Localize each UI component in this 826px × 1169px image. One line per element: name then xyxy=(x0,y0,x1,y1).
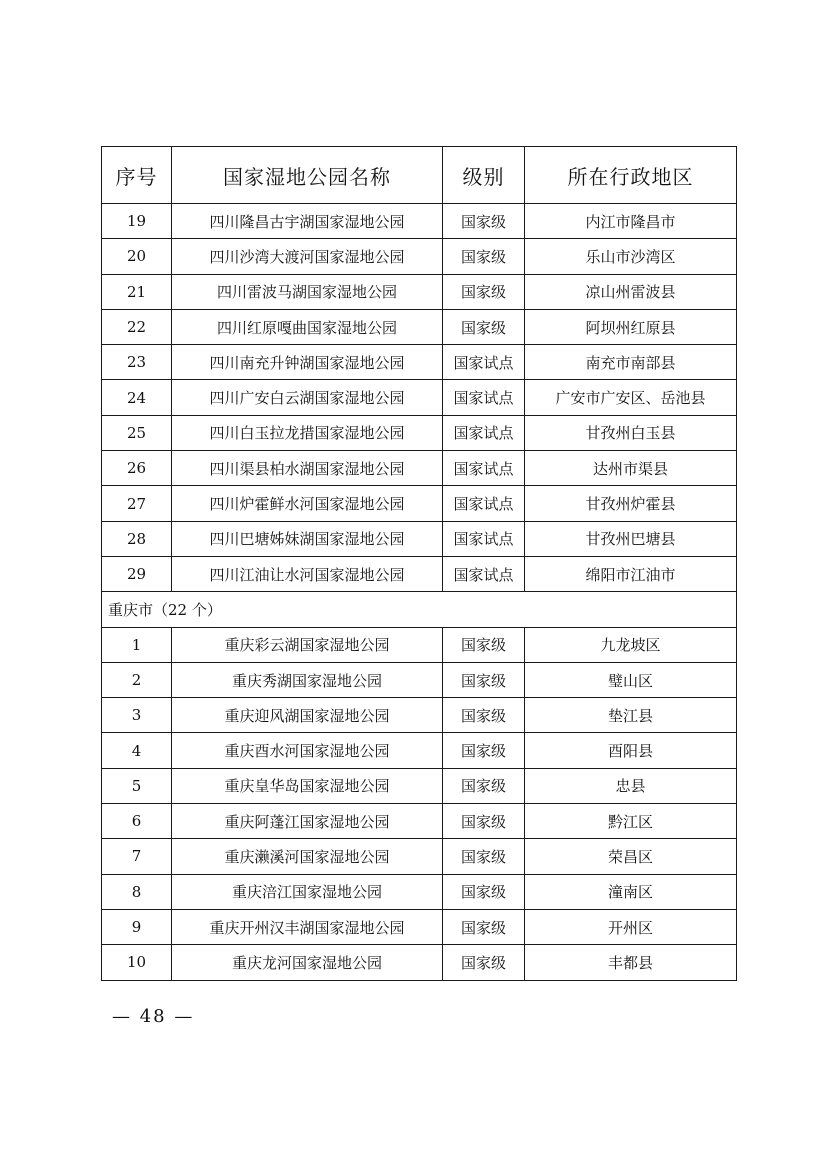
cell-region: 内江市隆昌市 xyxy=(525,204,737,239)
cell-level: 国家级 xyxy=(443,804,525,839)
cell-name: 四川渠县柏水湖国家湿地公园 xyxy=(172,451,443,486)
group-row xyxy=(102,592,737,627)
cell-level: 国家级 xyxy=(443,698,525,733)
table-row xyxy=(102,556,737,591)
table-row xyxy=(102,945,737,980)
cell-level: 国家试点 xyxy=(443,451,525,486)
cell-name: 四川红原嘎曲国家湿地公园 xyxy=(172,309,443,344)
cell-level: 国家级 xyxy=(443,274,525,309)
cell-region: 开州区 xyxy=(525,909,737,944)
cell-name: 四川广安白云湖国家湿地公园 xyxy=(172,380,443,415)
table-row xyxy=(102,204,737,239)
cell-level: 国家试点 xyxy=(443,380,525,415)
cell-no: 26 xyxy=(102,451,172,486)
cell-name: 四川南充升钟湖国家湿地公园 xyxy=(172,345,443,380)
cell-name: 重庆开州汉丰湖国家湿地公园 xyxy=(172,909,443,944)
table-row xyxy=(102,521,737,556)
cell-level: 国家级 xyxy=(443,204,525,239)
cell-no: 20 xyxy=(102,239,172,274)
cell-region: 达州市渠县 xyxy=(525,451,737,486)
cell-name: 重庆涪江国家湿地公园 xyxy=(172,874,443,909)
cell-level: 国家级 xyxy=(443,239,525,274)
cell-level: 国家试点 xyxy=(443,521,525,556)
wetland-park-table xyxy=(101,146,737,981)
cell-level: 国家级 xyxy=(443,768,525,803)
cell-no: 21 xyxy=(102,274,172,309)
cell-region: 绵阳市江油市 xyxy=(525,556,737,591)
cell-level: 国家级 xyxy=(443,662,525,697)
cell-name: 四川巴塘姊妹湖国家湿地公园 xyxy=(172,521,443,556)
cell-level: 国家级 xyxy=(443,309,525,344)
cell-region: 乐山市沙湾区 xyxy=(525,239,737,274)
cell-no: 6 xyxy=(102,804,172,839)
cell-no: 8 xyxy=(102,874,172,909)
cell-region: 忠县 xyxy=(525,768,737,803)
cell-no: 25 xyxy=(102,415,172,450)
cell-no: 28 xyxy=(102,521,172,556)
cell-region: 潼南区 xyxy=(525,874,737,909)
header-name: 国家湿地公园名称 xyxy=(172,147,443,204)
table-row xyxy=(102,380,737,415)
cell-no: 7 xyxy=(102,839,172,874)
table-row xyxy=(102,274,737,309)
cell-name: 重庆彩云湖国家湿地公园 xyxy=(172,627,443,662)
cell-region: 甘孜州炉霍县 xyxy=(525,486,737,521)
cell-no: 2 xyxy=(102,662,172,697)
cell-no: 1 xyxy=(102,627,172,662)
table-row xyxy=(102,309,737,344)
cell-region: 甘孜州巴塘县 xyxy=(525,521,737,556)
table-row xyxy=(102,627,737,662)
cell-name: 重庆迎风湖国家湿地公园 xyxy=(172,698,443,733)
cell-name: 四川沙湾大渡河国家湿地公园 xyxy=(172,239,443,274)
cell-name: 重庆秀湖国家湿地公园 xyxy=(172,662,443,697)
cell-no: 23 xyxy=(102,345,172,380)
cell-name: 重庆阿蓬江国家湿地公园 xyxy=(172,804,443,839)
cell-region: 丰都县 xyxy=(525,945,737,980)
cell-level: 国家级 xyxy=(443,839,525,874)
cell-region: 荣昌区 xyxy=(525,839,737,874)
cell-level: 国家级 xyxy=(443,909,525,944)
cell-region: 璧山区 xyxy=(525,662,737,697)
cell-name: 重庆濑溪河国家湿地公园 xyxy=(172,839,443,874)
table-row xyxy=(102,768,737,803)
table-row xyxy=(102,239,737,274)
cell-no: 4 xyxy=(102,733,172,768)
cell-region: 广安市广安区、岳池县 xyxy=(525,380,737,415)
cell-region: 甘孜州白玉县 xyxy=(525,415,737,450)
cell-no: 27 xyxy=(102,486,172,521)
table-row xyxy=(102,909,737,944)
cell-name: 重庆皇华岛国家湿地公园 xyxy=(172,768,443,803)
table-header xyxy=(102,147,737,204)
cell-level: 国家试点 xyxy=(443,345,525,380)
header-region: 所在行政地区 xyxy=(525,147,737,204)
header-row xyxy=(102,147,737,204)
cell-name: 重庆龙河国家湿地公园 xyxy=(172,945,443,980)
table-row xyxy=(102,662,737,697)
cell-level: 国家试点 xyxy=(443,415,525,450)
cell-region: 阿坝州红原县 xyxy=(525,309,737,344)
cell-no: 19 xyxy=(102,204,172,239)
cell-level: 国家级 xyxy=(443,627,525,662)
cell-level: 国家试点 xyxy=(443,486,525,521)
cell-region: 黔江区 xyxy=(525,804,737,839)
page-number: — 48 — xyxy=(112,1006,195,1027)
cell-no: 9 xyxy=(102,909,172,944)
table-row xyxy=(102,415,737,450)
table-row xyxy=(102,486,737,521)
cell-region: 垫江县 xyxy=(525,698,737,733)
cell-name: 四川江油让水河国家湿地公园 xyxy=(172,556,443,591)
cell-name: 四川隆昌古宇湖国家湿地公园 xyxy=(172,204,443,239)
cell-region: 南充市南部县 xyxy=(525,345,737,380)
cell-no: 29 xyxy=(102,556,172,591)
cell-no: 5 xyxy=(102,768,172,803)
group-label-chongqing: 重庆市（22 个） xyxy=(102,592,737,627)
cell-no: 24 xyxy=(102,380,172,415)
cell-no: 3 xyxy=(102,698,172,733)
table-row xyxy=(102,804,737,839)
table-row xyxy=(102,733,737,768)
cell-level: 国家级 xyxy=(443,733,525,768)
cell-no: 10 xyxy=(102,945,172,980)
cell-level: 国家级 xyxy=(443,945,525,980)
header-no: 序号 xyxy=(102,147,172,204)
cell-region: 酉阳县 xyxy=(525,733,737,768)
cell-no: 22 xyxy=(102,309,172,344)
table-row xyxy=(102,345,737,380)
cell-level: 国家试点 xyxy=(443,556,525,591)
cell-name: 四川雷波马湖国家湿地公园 xyxy=(172,274,443,309)
cell-name: 重庆酉水河国家湿地公园 xyxy=(172,733,443,768)
table-body xyxy=(102,204,737,981)
cell-name: 四川炉霍鲜水河国家湿地公园 xyxy=(172,486,443,521)
table-row xyxy=(102,839,737,874)
header-level: 级别 xyxy=(443,147,525,204)
table-row xyxy=(102,874,737,909)
table-row xyxy=(102,698,737,733)
cell-name: 四川白玉拉龙措国家湿地公园 xyxy=(172,415,443,450)
cell-level: 国家级 xyxy=(443,874,525,909)
cell-region: 九龙坡区 xyxy=(525,627,737,662)
cell-region: 凉山州雷波县 xyxy=(525,274,737,309)
table-row xyxy=(102,451,737,486)
